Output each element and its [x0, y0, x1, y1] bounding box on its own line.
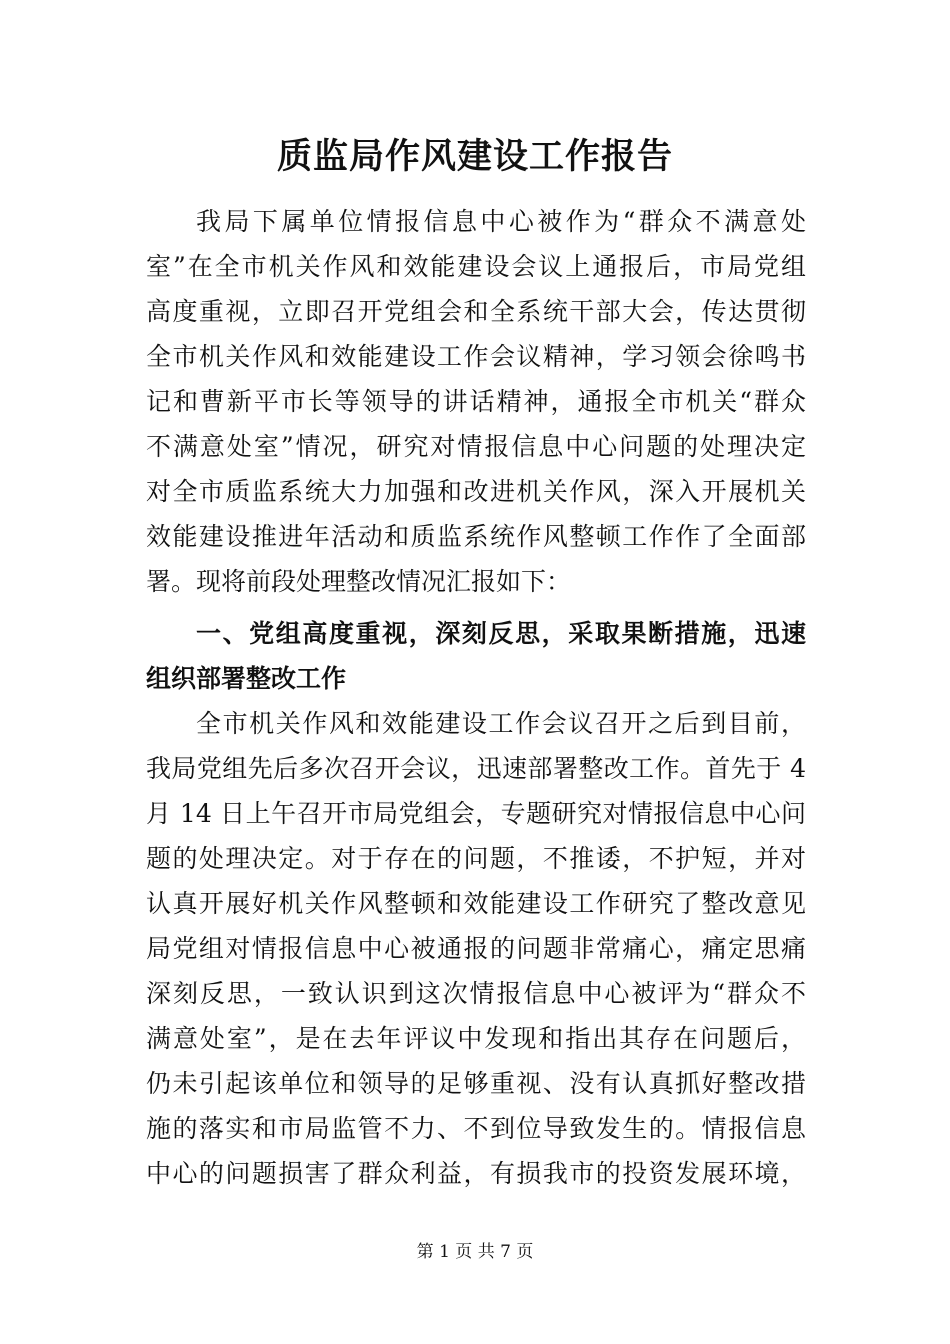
- paragraph-1-line: 对全市质监系统大力加强和改进机关作风，深入开展机关: [146, 477, 806, 506]
- paragraph-2-line: 满意处室”，是在去年评议中发现和指出其存在问题后，: [146, 1024, 806, 1053]
- paragraph-1-line: 高度重视，立即召开党组会和全系统干部大会，传达贯彻: [146, 297, 806, 326]
- section-heading-1-line: 组织部署整改工作: [146, 664, 347, 693]
- paragraph-2-line: 认真开展好机关作风整顿和效能建设工作研究了整改意见: [146, 889, 806, 918]
- paragraph-1-line: 效能建设推进年活动和质监系统作风整顿工作作了全面部: [146, 522, 806, 551]
- paragraph-1-line: 室”在全市机关作风和效能建设会议上通报后，市局党组: [146, 252, 806, 281]
- paragraph-1-line: 记和曹新平市长等领导的讲话精神，通报全市机关“群众: [146, 387, 806, 416]
- paragraph-2-line: 月 14 日上午召开市局党组会，专题研究对情报信息中心问: [146, 799, 806, 828]
- page-number-footer: 第 1 页 共 7 页: [416, 1242, 534, 1262]
- paragraph-1-line: 全市机关作风和效能建设工作会议精神，学习领会徐鸣书: [146, 342, 806, 371]
- paragraph-2-line: 我局党组先后多次召开会议，迅速部署整改工作。首先于 4: [146, 754, 806, 783]
- section-heading-1-line: 一、党组高度重视，深刻反思，采取果断措施，迅速: [196, 619, 806, 648]
- paragraph-2-line: 施的落实和市局监管不力、不到位导致发生的。情报信息: [146, 1114, 806, 1143]
- paragraph-2-line: 局党组对情报信息中心被通报的问题非常痛心，痛定思痛: [146, 934, 806, 963]
- paragraph-2-line: 全市机关作风和效能建设工作会议召开之后到目前，: [196, 709, 806, 738]
- paragraph-2-line: 深刻反思，一致认识到这次情报信息中心被评为“群众不: [146, 979, 806, 1008]
- paragraph-1-line: 署。现将前段处理整改情况汇报如下：: [146, 567, 572, 596]
- document-title: 质监局作风建设工作报告: [276, 136, 673, 177]
- paragraph-2-line: 题的处理决定。对于存在的问题，不推诿，不护短，并对: [146, 844, 806, 873]
- paragraph-1-line: 不满意处室”情况，研究对情报信息中心问题的处理决定: [146, 432, 806, 461]
- paragraph-1-line: 我局下属单位情报信息中心被作为“群众不满意处: [196, 207, 806, 236]
- paragraph-2-line: 仍未引起该单位和领导的足够重视、没有认真抓好整改措: [146, 1069, 806, 1098]
- paragraph-2-line: 中心的问题损害了群众利益，有损我市的投资发展环境，: [146, 1159, 806, 1188]
